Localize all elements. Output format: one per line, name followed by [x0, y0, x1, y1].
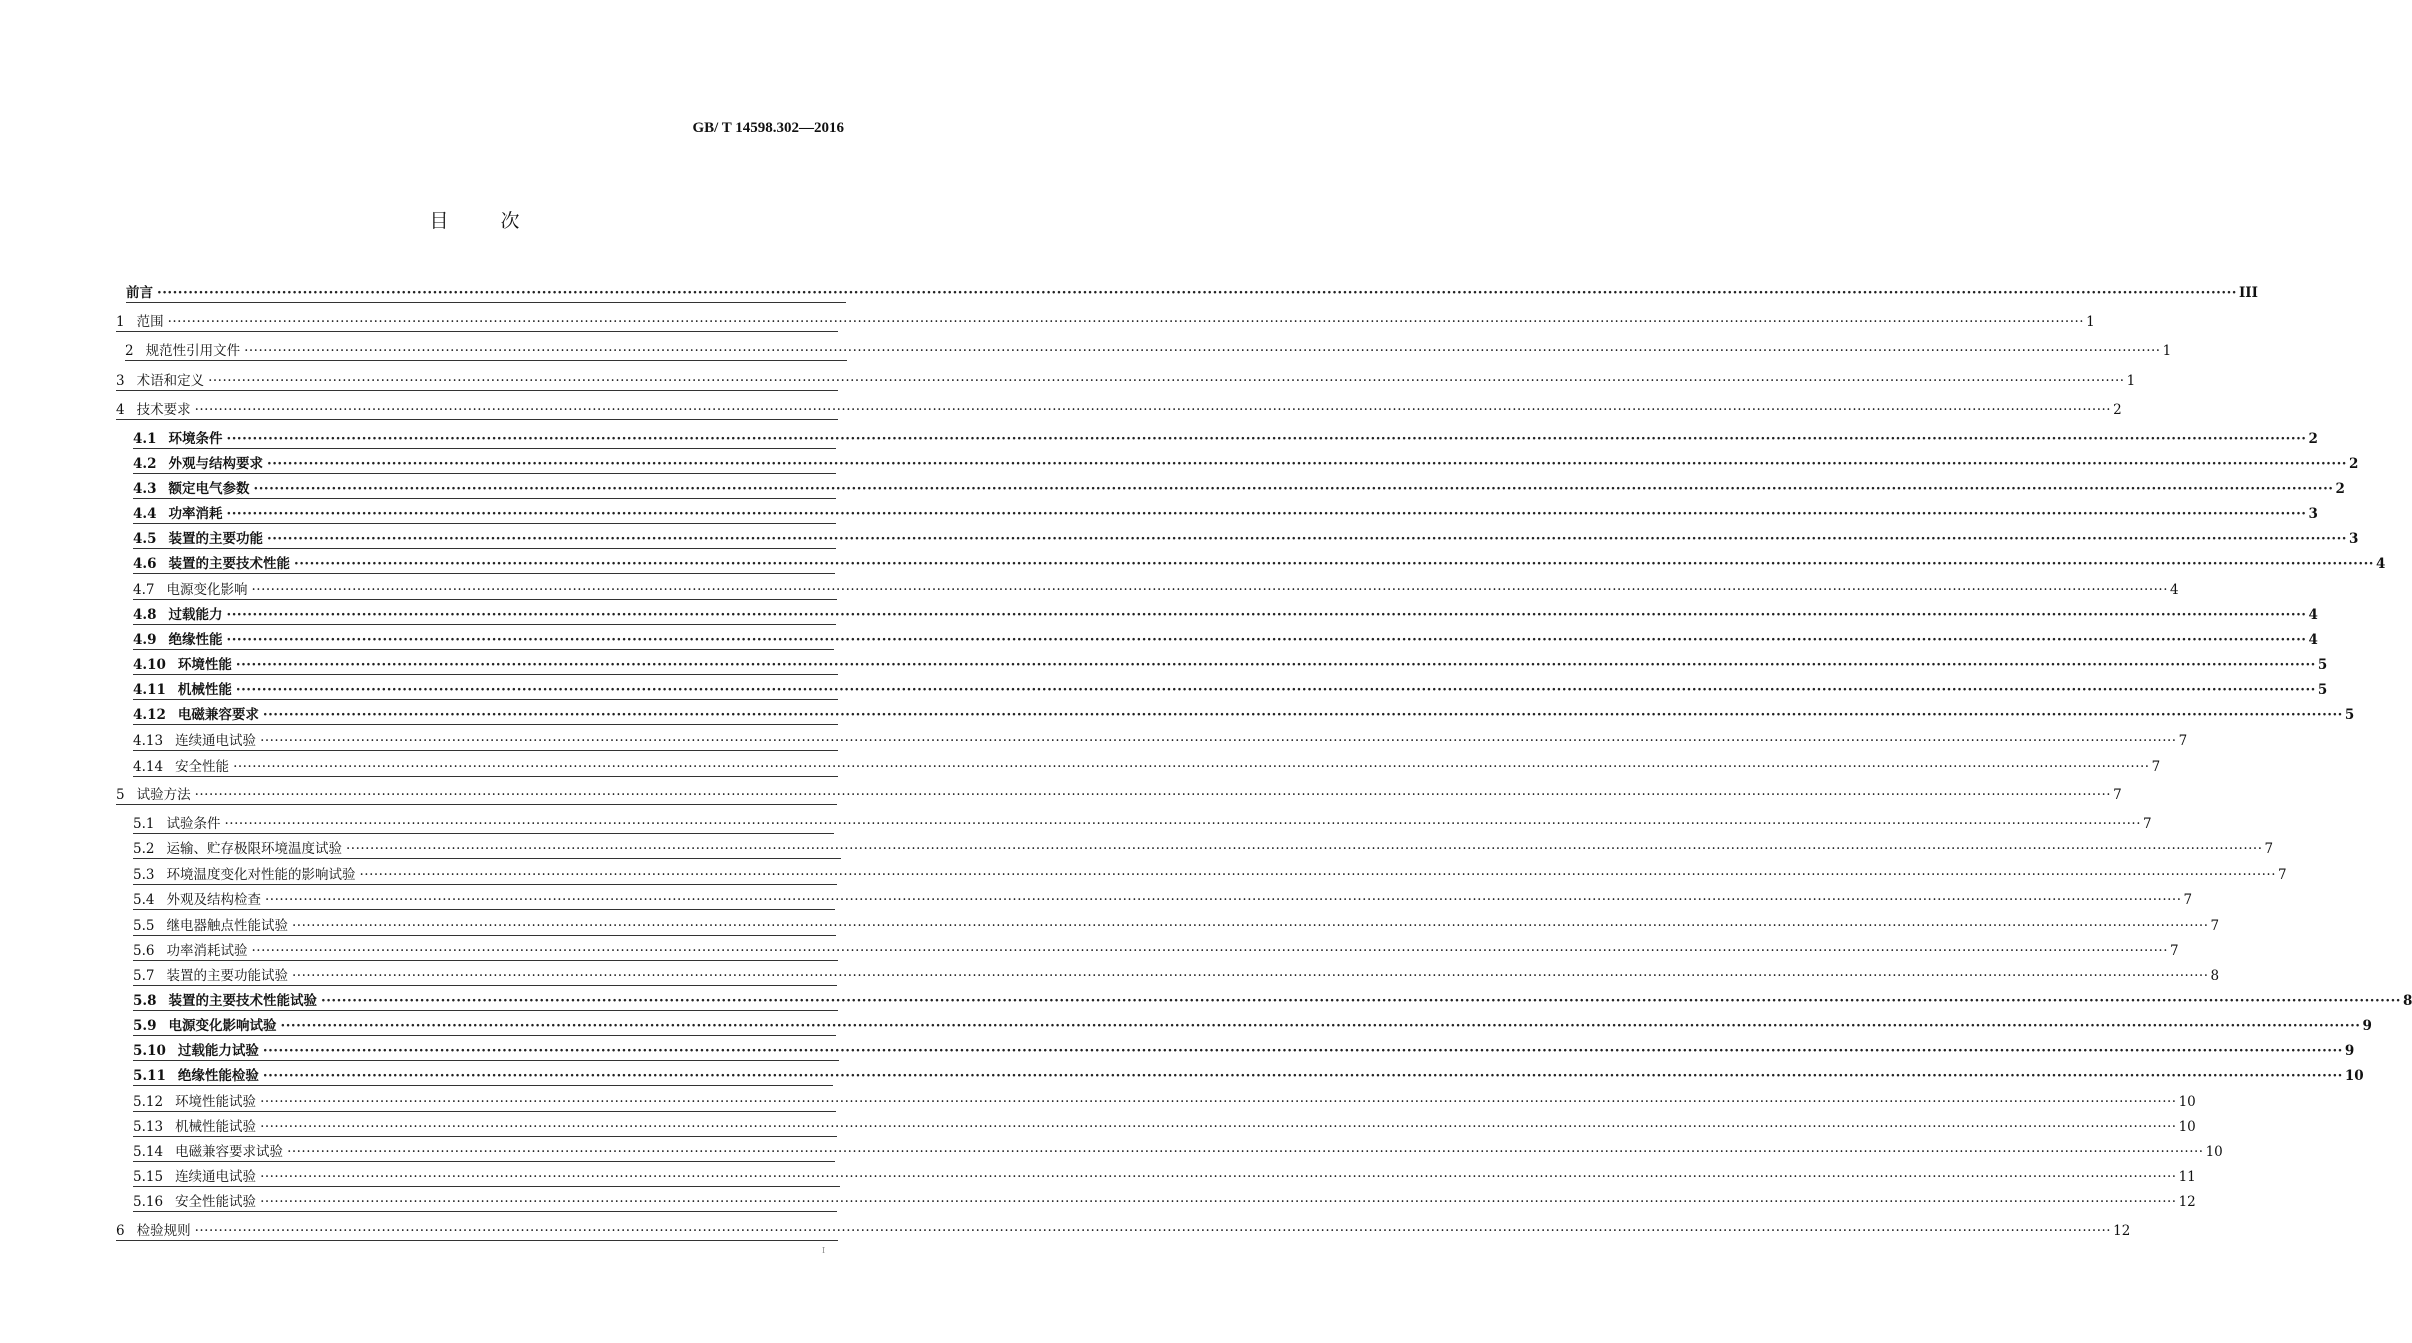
toc-entry-page: 2	[2308, 431, 2318, 447]
toc-entry-number: 4.11	[133, 682, 166, 698]
toc-leader-dots: ················································································································································································································································································································································································································	[262, 1043, 2343, 1059]
toc-entry-label: 环境性能	[177, 657, 232, 673]
toc-entry-page: 4	[2308, 607, 2318, 623]
toc-entry-page: 9	[2344, 1043, 2355, 1059]
toc-leader-dots: ················································································································································································································································································································································································································	[167, 314, 2085, 330]
toc-leader-dots: ················································································································································································································································································································································································································	[267, 531, 2347, 547]
toc-entry-number: 4.13	[133, 733, 164, 749]
toc-leader-dots: ················································································································································································································································································································································································································	[280, 1018, 2361, 1034]
toc-entry-label: 技术要求	[136, 402, 191, 418]
toc-entry-number: 4.14	[133, 759, 164, 775]
toc-entry-number: 5	[116, 787, 125, 803]
toc-entry[interactable]	[133, 1015, 2372, 1036]
toc-entry-number: 5.13	[133, 1119, 164, 1135]
toc-entry[interactable]	[133, 1065, 2364, 1086]
toc-entry-number: 4.9	[133, 632, 157, 648]
toc-entry-label: 环境性能试验	[175, 1094, 257, 1110]
toc-leader-dots: ················································································································································································································································································································································································································	[267, 456, 2347, 472]
toc-leader-dots: ················································································································································································································································································································································································································	[253, 481, 2334, 497]
toc-entry-label: 功率消耗	[168, 506, 223, 522]
toc-entry-label: 检验规则	[136, 1223, 191, 1239]
toc-entry-number: 5.11	[133, 1068, 166, 1084]
toc-entry-number: 4.12	[133, 707, 166, 723]
toc-entry[interactable]	[116, 1220, 2131, 1241]
toc-entry-label: 前言	[126, 285, 153, 301]
toc-entry-label: 范围	[136, 314, 164, 330]
toc-entry-page: 10	[2205, 1144, 2223, 1160]
standard-number: GB/ T 14598.302—2016	[692, 120, 844, 136]
toc-entry-page: 1	[2086, 314, 2095, 330]
toc-entry[interactable]	[133, 730, 2188, 751]
toc-leader-dots: ················································································································································································································································································································································································································	[226, 506, 2307, 522]
toc-entry-number: 3	[116, 373, 125, 389]
toc-entry[interactable]	[133, 1141, 2223, 1162]
toc-entry[interactable]	[133, 838, 2274, 859]
toc-entry-page: 10	[2178, 1094, 2196, 1110]
toc-entry[interactable]	[133, 654, 2328, 675]
toc-leader-dots: ················································································································································································································································································································································································································	[194, 402, 2112, 418]
toc-entry-label: 规范性引用文件	[145, 343, 241, 359]
toc-entry[interactable]	[116, 370, 2136, 391]
toc-leader-dots: ················································································································································································································································································································································································································	[251, 943, 2168, 959]
toc-entry-number: 5.5	[133, 918, 155, 934]
toc-leader-dots: ················································································································································································································································································································································································································	[194, 787, 2112, 803]
toc-leader-dots: ················································································································································································································································································································································································································	[287, 1144, 2204, 1160]
toc-entry-label: 机械性能	[177, 682, 232, 698]
toc-leader-dots: ················································································································································································································································································································································································································	[260, 733, 2177, 749]
toc-entry-page: 7	[2113, 787, 2122, 803]
toc-entry-page: 10	[2344, 1068, 2364, 1084]
toc-leader-dots: ················································································································································································································································································································································································································	[224, 816, 2141, 832]
toc-entry-number: 5.8	[133, 993, 157, 1009]
toc-leader-dots: ················································································································································································································································································································································································································	[262, 707, 2343, 723]
toc-leader-dots: ················································································································································································································································································································································································································	[208, 373, 2125, 389]
toc-entry-label: 运输、贮存极限环境温度试验	[166, 841, 342, 857]
toc-title: 目 次	[429, 210, 521, 232]
toc-leader-dots: ················································································································································································································································································································································································································	[235, 657, 2316, 673]
toc-leader-dots: ················································································································································································································································································································································································································	[226, 632, 2307, 648]
toc-leader-dots: ················································································································································································································································································································································································································	[244, 343, 2161, 359]
toc-entry[interactable]	[133, 503, 2318, 524]
toc-entry[interactable]	[116, 399, 2122, 420]
toc-entry-label: 装置的主要功能试验	[166, 968, 288, 984]
toc-entry-label: 环境温度变化对性能的影响试验	[166, 867, 356, 883]
toc-entry-page: 2	[2335, 481, 2345, 497]
toc-entry-number: 4.10	[133, 657, 166, 673]
toc-entry-page: 5	[2317, 682, 2328, 698]
toc-leader-dots: ················································································································································································································································································································································································································	[321, 993, 2401, 1009]
toc-entry[interactable]	[133, 756, 2161, 777]
toc-entry[interactable]	[133, 528, 2359, 549]
toc-entry[interactable]	[133, 453, 2359, 474]
toc-leader-dots: ················································································································································································································································································································································································································	[233, 759, 2150, 775]
toc-entry-number: 4.1	[133, 431, 157, 447]
page-number-mark: I	[822, 1246, 826, 1255]
toc-entry-number: 5.2	[133, 841, 155, 857]
toc-entry-page: 7	[2278, 867, 2287, 883]
toc-entry-label: 外观与结构要求	[168, 456, 263, 472]
toc-entry-page: 11	[2178, 1169, 2196, 1185]
toc-entry-number: 4.2	[133, 456, 157, 472]
toc-entry-label: 电源变化影响	[166, 582, 248, 598]
toc-entry-label: 功率消耗试验	[166, 943, 248, 959]
toc-entry[interactable]	[133, 1040, 2355, 1061]
toc-entry-label: 装置的主要技术性能试验	[168, 993, 317, 1009]
toc-entry[interactable]	[133, 965, 2220, 986]
toc-entry-page: 4	[2375, 556, 2386, 572]
toc-entry-number: 4.3	[133, 481, 157, 497]
toc-entry-page: 7	[2183, 892, 2193, 908]
toc-entry-label: 电磁兼容要求	[177, 707, 259, 723]
toc-leader-dots: ················································································································································································································································································································································································································	[260, 1119, 2177, 1135]
toc-entry[interactable]	[133, 915, 2220, 936]
toc-leader-dots: ················································································································································································································································································································································································································	[235, 682, 2316, 698]
toc-entry-page: 8	[2402, 993, 2412, 1009]
toc-entry-label: 过载能力试验	[177, 1043, 259, 1059]
toc-entry-page: 3	[2308, 506, 2318, 522]
toc-leader-dots: ················································································································································································································································································································································································································	[226, 607, 2307, 623]
toc-entry-number: 5.12	[133, 1094, 164, 1110]
toc-leader-dots: ················································································································································································································································································································································································································	[262, 1068, 2343, 1084]
toc-entry-page: 7	[2264, 841, 2274, 857]
toc-entry-page: 2	[2348, 456, 2359, 472]
toc-entry[interactable]	[133, 604, 2318, 625]
toc-entry[interactable]	[133, 1166, 2196, 1187]
toc-entry-page: 7	[2178, 733, 2188, 749]
toc-entry-number: 5.4	[133, 892, 155, 908]
toc-entry-number: 2	[125, 343, 134, 359]
toc-entry-label: 过载能力	[168, 607, 223, 623]
toc-entry[interactable]	[133, 1091, 2196, 1112]
toc-entry[interactable]	[116, 784, 2122, 805]
toc-entry-label: 电磁兼容要求试验	[175, 1144, 284, 1160]
toc-entry-label: 安全性能试验	[175, 1194, 257, 1210]
toc-entry-label: 绝缘性能	[168, 632, 223, 648]
toc-entry[interactable]	[133, 889, 2193, 910]
toc-leader-dots: ················································································································································································································································································································································································································	[264, 892, 2182, 908]
toc-entry-number: 1	[116, 314, 125, 330]
toc-entry-page: 10	[2178, 1119, 2196, 1135]
toc-entry-number: 5.3	[133, 867, 155, 883]
toc-entry[interactable]	[125, 340, 2172, 361]
toc-entry-label: 试验条件	[166, 816, 221, 832]
toc-entry-number: 5.10	[133, 1043, 166, 1059]
toc-entry-label: 装置的主要技术性能	[168, 556, 290, 572]
toc-entry-page: 12	[2113, 1223, 2131, 1239]
toc-entry[interactable]	[133, 1191, 2196, 1212]
toc-entry[interactable]	[133, 940, 2179, 961]
toc-entry-page: 8	[2210, 968, 2220, 984]
toc-entry-page: 1	[2126, 373, 2136, 389]
toc-leader-dots: ················································································································································································································································································································································································································	[345, 841, 2263, 857]
toc-entry-label: 连续通电试验	[175, 733, 257, 749]
toc-entry[interactable]	[133, 864, 2287, 885]
toc-leader-dots: ················································································································································································································································································································································································································	[291, 968, 2209, 984]
toc-entry-number: 4.7	[133, 582, 155, 598]
toc-entry-number: 5.14	[133, 1144, 164, 1160]
toc-entry-number: 4.4	[133, 506, 157, 522]
toc-entry[interactable]	[133, 629, 2318, 650]
toc-entry-page: III	[2238, 285, 2258, 301]
toc-entry-label: 装置的主要功能	[168, 531, 263, 547]
toc-entry[interactable]	[126, 282, 2258, 303]
toc-entry-label: 术语和定义	[136, 373, 205, 389]
toc-entry-page: 4	[2170, 582, 2179, 598]
toc-entry-label: 机械性能试验	[175, 1119, 257, 1135]
toc-entry-label: 绝缘性能检验	[177, 1068, 259, 1084]
toc-entry-number: 4	[116, 402, 125, 418]
toc-entry-page: 9	[2362, 1018, 2372, 1034]
toc-leader-dots: ················································································································································································································································································································································································································	[226, 431, 2307, 447]
toc-entry-label: 电源变化影响试验	[168, 1018, 277, 1034]
toc-entry[interactable]	[133, 679, 2328, 700]
toc-entry-page: 5	[2344, 707, 2355, 723]
toc-entry-label: 安全性能	[175, 759, 230, 775]
toc-entry[interactable]	[133, 813, 2152, 834]
toc-entry-page: 7	[2143, 816, 2152, 832]
toc-entry-page: 7	[2151, 759, 2161, 775]
toc-entry-page: 4	[2308, 632, 2318, 648]
toc-leader-dots: ················································································································································································································································································································································································································	[157, 285, 2237, 301]
toc-entry-page: 12	[2178, 1194, 2196, 1210]
toc-leader-dots: ················································································································································································································································································································································································································	[194, 1223, 2112, 1239]
toc-entry[interactable]	[133, 428, 2318, 449]
toc-entry[interactable]	[133, 1116, 2196, 1137]
toc-entry-number: 4.5	[133, 531, 157, 547]
toc-entry[interactable]	[133, 579, 2179, 600]
toc-entry-number: 5.16	[133, 1194, 164, 1210]
toc-entry-label: 环境条件	[168, 431, 223, 447]
toc-entry-page: 1	[2162, 343, 2172, 359]
toc-leader-dots: ················································································································································································································································································································································································································	[260, 1169, 2177, 1185]
toc-entry-label: 额定电气参数	[168, 481, 250, 497]
toc-entry-page: 5	[2317, 657, 2328, 673]
toc-entry-number: 4.8	[133, 607, 157, 623]
toc-entry-page: 7	[2170, 943, 2179, 959]
toc-entry-page: 2	[2113, 402, 2122, 418]
toc-entry[interactable]	[133, 704, 2355, 725]
toc-leader-dots: ················································································································································································································································································································································································································	[294, 556, 2374, 572]
toc-entry-label: 继电器触点性能试验	[166, 918, 288, 934]
toc-entry[interactable]	[133, 553, 2386, 574]
toc-leader-dots: ················································································································································································································································································································································································································	[291, 918, 2209, 934]
toc-leader-dots: ················································································································································································································································································································································································································	[359, 867, 2276, 883]
toc-entry-number: 5.1	[133, 816, 155, 832]
toc-entry-page: 7	[2210, 918, 2220, 934]
toc-entry-label: 外观及结构检查	[166, 892, 261, 908]
toc-entry-number: 5.7	[133, 968, 155, 984]
toc-entry-number: 6	[116, 1223, 125, 1239]
toc-entry-page: 3	[2348, 531, 2359, 547]
toc-entry[interactable]	[133, 478, 2345, 499]
toc-entry-label: 试验方法	[136, 787, 191, 803]
toc-entry-number: 5.9	[133, 1018, 157, 1034]
toc-leader-dots: ················································································································································································································································································································································································································	[251, 582, 2168, 598]
toc-entry-label: 连续通电试验	[175, 1169, 257, 1185]
toc-entry[interactable]	[133, 990, 2412, 1011]
toc-entry-number: 5.15	[133, 1169, 164, 1185]
toc-leader-dots: ················································································································································································································································································································································································································	[260, 1094, 2177, 1110]
toc-entry-number: 5.6	[133, 943, 155, 959]
toc-leader-dots: ················································································································································································································································································································································································································	[260, 1194, 2177, 1210]
toc-entry-number: 4.6	[133, 556, 157, 572]
toc-entry[interactable]	[116, 311, 2095, 332]
